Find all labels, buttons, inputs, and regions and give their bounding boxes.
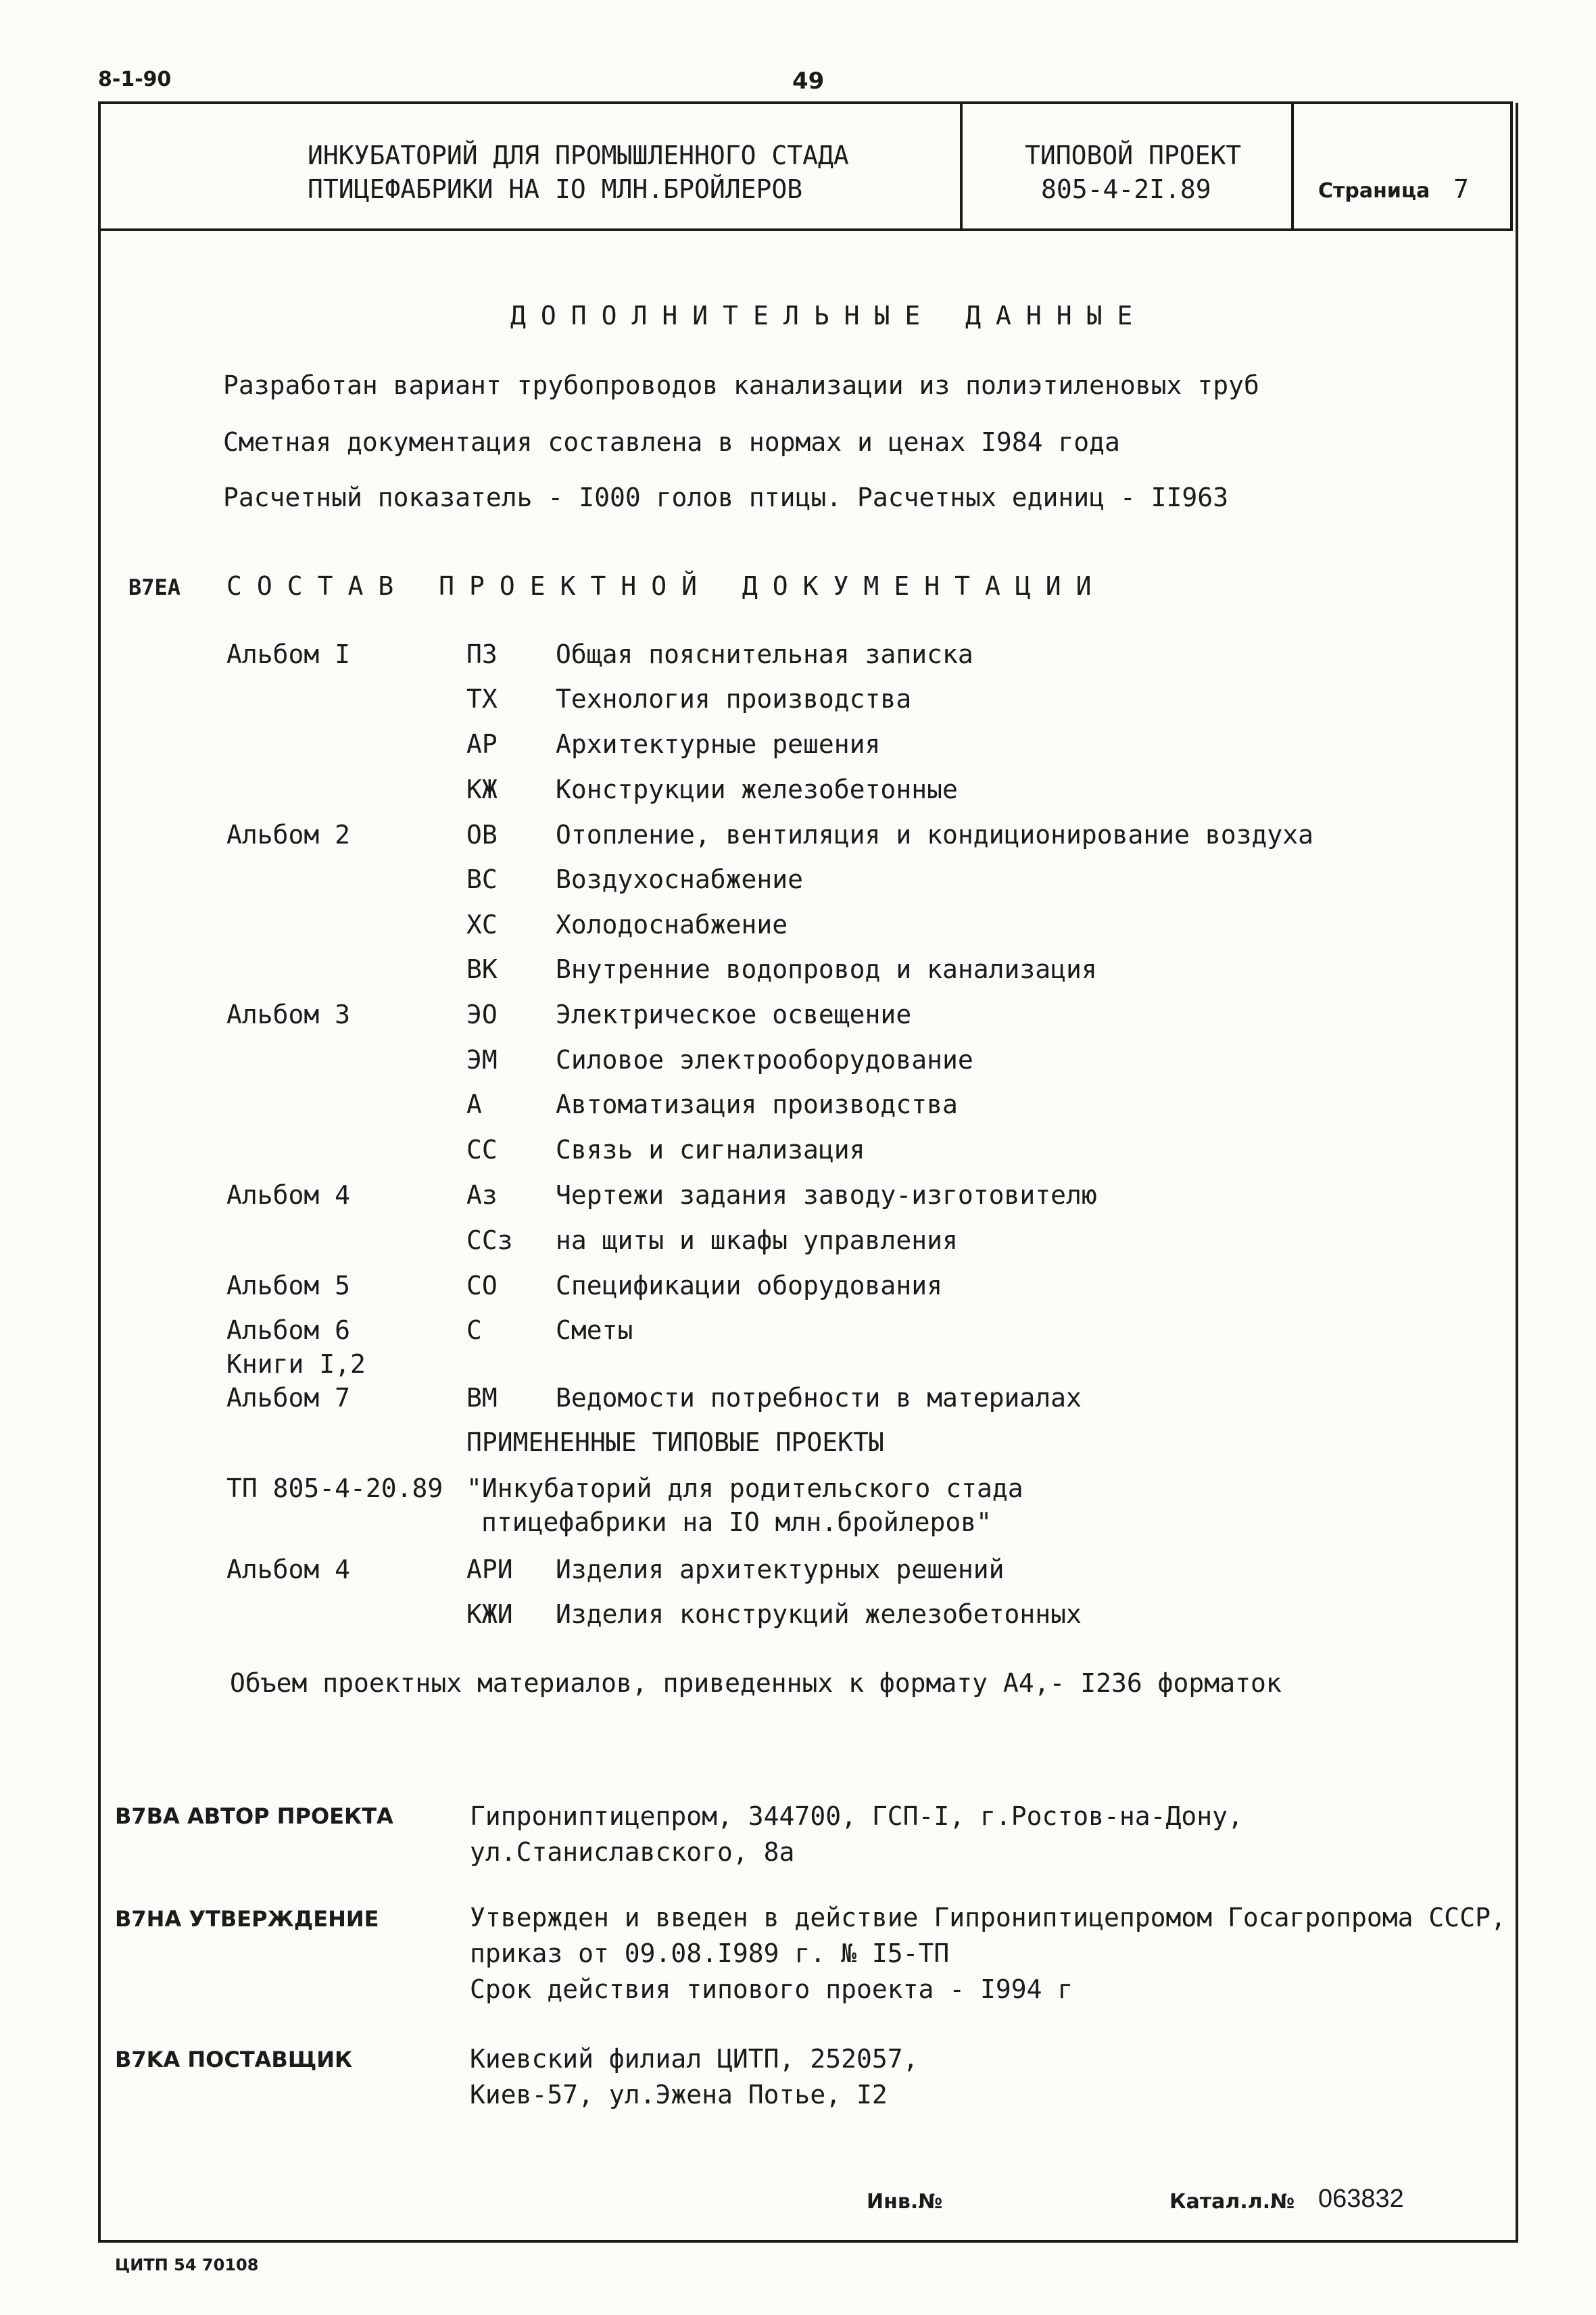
title-block-divider-1 [960,101,963,231]
doc-title: на щиты и шкафы управления [556,1225,958,1255]
doc-mark: А [466,1090,482,1119]
doc-mark: СО [466,1271,498,1300]
doc-mark: Аз [466,1180,498,1210]
approval-line: Срок действия типового проекта - I994 г [470,1974,1073,2004]
doc-mark: ЭО [466,1000,498,1029]
album-label: Альбом 3 [226,1000,351,1029]
doc-code: 8-1-90 [98,68,172,91]
doc-title: Воздухоснабжение [556,864,804,894]
additional-line: Расчетный показатель - I000 голов птицы. Расчетных единиц - II963 [223,483,1229,512]
doc-title: Связь и сигнализация [556,1135,865,1165]
doc-title: Силовое электрооборудование [556,1045,973,1075]
applied-heading: ПРИМЕНЕННЫЕ ТИПОВЫЕ ПРОЕКТЫ [466,1428,884,1457]
catalog-label: Катал.л.№ [1169,2190,1295,2214]
doc-title: Ведомости потребности в материалах [556,1383,1082,1413]
approval-line: приказ от 09.08.I989 г. № I5-ТП [470,1939,950,1968]
doc-mark: ССз [466,1225,513,1255]
doc-mark: С [466,1315,482,1345]
doc-mark: АРИ [466,1555,513,1584]
album-label: Альбом I [226,639,351,669]
doc-mark: ВС [466,864,498,894]
page-number: 49 [792,68,825,95]
additional-heading: ДОПОЛНИТЕЛЬНЫЕ ДАННЫЕ [510,301,1148,331]
author-line: Гипрониптицепром, 344700, ГСП-I, г.Ростов-на-Дону, [470,1801,1243,1831]
doc-mark: ВМ [466,1383,498,1413]
doc-title: Автоматизация производства [556,1090,958,1119]
composition-heading: СОСТАВ ПРОЕКТНОЙ ДОКУМЕНТАЦИИ [226,571,1107,601]
doc-title: Сметы [556,1315,633,1345]
title-block-divider-2 [1291,101,1294,231]
album-label: Альбом 7 [226,1383,351,1413]
doc-mark: ВК [466,954,498,984]
doc-mark: АР [466,729,498,759]
inventory-label: Инв.№ [867,2190,943,2214]
applied-project-name: "Инкубаторий для родительского стада [466,1473,1023,1503]
applied-project-code: ТП 805-4-20.89 [226,1473,443,1503]
header-project-number: 805-4-2I.89 [1041,174,1211,204]
doc-title: Чертежи задания заводу-изготовителю [556,1180,1097,1210]
album-books: Книги I,2 [226,1349,366,1379]
header-title-line1: ИНКУБАТОРИЙ ДЛЯ ПРОМЫШЛЕННОГО СТАДА [308,141,849,170]
doc-mark: КЖ [466,775,498,804]
doc-title: Электрическое освещение [556,1000,912,1029]
supplier-label: B7KA ПОСТАВЩИК [115,2047,353,2072]
doc-title: Общая пояснительная записка [556,639,973,669]
supplier-line: Киев-57, ул.Эжена Потье, I2 [470,2080,888,2110]
doc-title: Изделия архитектурных решений [556,1555,1005,1584]
approval-label: B7HA УТВЕРЖДЕНИЕ [115,1906,379,1932]
author-label: B7BA АВТОР ПРОЕКТА [115,1803,393,1829]
applied-project-name: птицефабрики на IO млн.бройлеров" [481,1507,992,1537]
doc-title: Изделия конструкций железобетонных [556,1599,1082,1629]
doc-mark: ХС [466,910,498,940]
header-title-line2: ПТИЦЕФАБРИКИ НА IO МЛН.БРОЙЛЕРОВ [308,174,803,204]
album-label: Альбом 4 [226,1555,351,1584]
print-stamp: ЦИТП 54 70108 [115,2256,259,2274]
doc-title: Отопление, вентиляция и кондиционирование воздуха [556,820,1314,850]
additional-line: Разработан вариант трубопроводов канализации из полиэтиленовых труб [223,370,1259,400]
header-project-line1: ТИПОВОЙ ПРОЕКТ [1025,141,1242,170]
volume-note: Объем проектных материалов, приведенных к формату А4,- I236 форматок [230,1668,1282,1698]
author-line: ул.Станиславского, 8а [470,1837,795,1867]
composition-code: B7EA [128,575,181,600]
album-label: Альбом 5 [226,1271,351,1300]
supplier-line: Киевский филиал ЦИТП, 252057, [470,2044,919,2074]
doc-mark: СС [466,1135,498,1165]
approval-line: Утвержден и введен в действие Гипрониптицепромом Госагропрома СССР, [470,1903,1506,1932]
album-label: Альбом 2 [226,820,351,850]
catalog-number: 063832 [1318,2185,1404,2213]
doc-title: Холодоснабжение [556,910,788,940]
doc-title: Внутренние водопровод и канализация [556,954,1097,984]
doc-mark: ЭМ [466,1045,498,1075]
doc-mark: КЖИ [466,1599,513,1629]
doc-title: Архитектурные решения [556,729,881,759]
header-page-label: Страница [1318,179,1430,203]
doc-mark: ПЗ [466,639,498,669]
album-label: Альбом 6 [226,1315,351,1345]
album-label: Альбом 4 [226,1180,351,1210]
doc-mark: ОВ [466,820,498,850]
additional-line: Сметная документация составлена в нормах и ценах I984 года [223,427,1120,457]
header-page-value: 7 [1453,174,1469,204]
doc-title: Спецификации оборудования [556,1271,942,1300]
doc-title: Технология производства [556,684,912,714]
doc-mark: ТХ [466,684,498,714]
doc-title: Конструкции железобетонные [556,775,958,804]
